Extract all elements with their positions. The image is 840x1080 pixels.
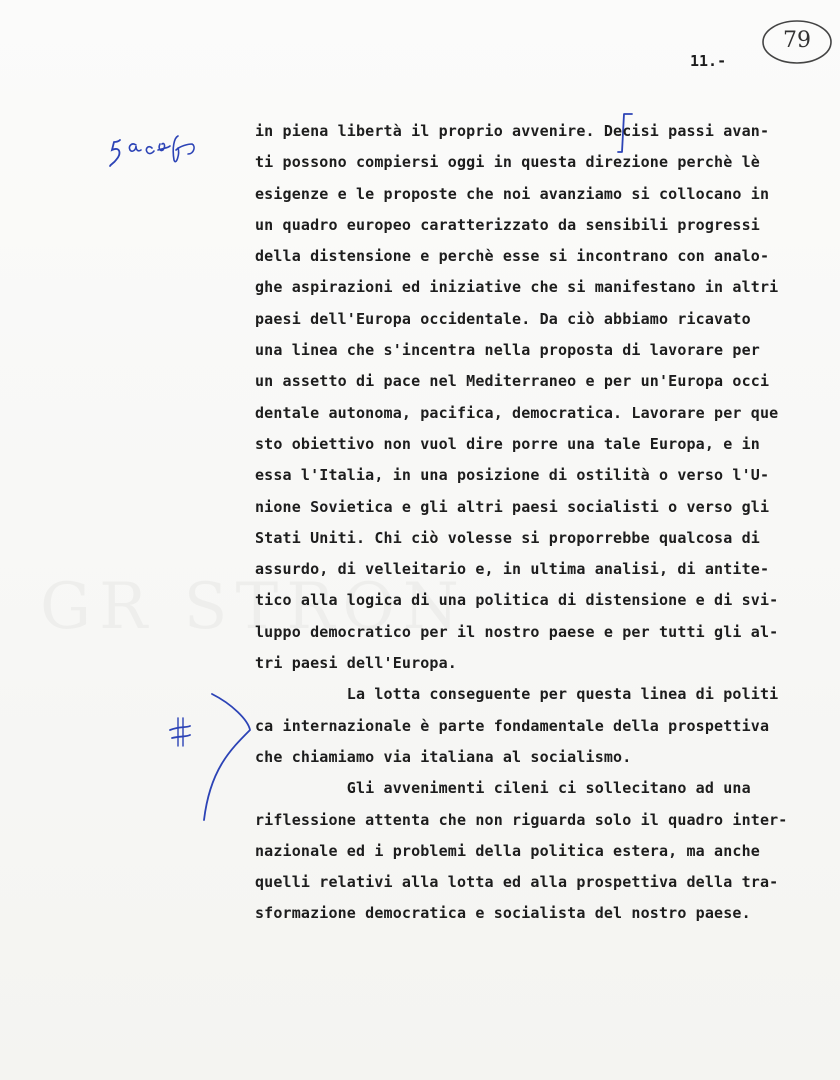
text-line: dentale autonoma, pacifica, democratica. Lavorare per que (255, 403, 779, 422)
text-line: ti possono compiersi oggi in questa direzione perchè lè (255, 153, 760, 172)
body-text (255, 116, 835, 930)
text-line: tico alla logica di una politica di distensione e di svi- (255, 591, 779, 610)
text-line: tri paesi dell'Europa. (255, 654, 457, 673)
text-line: nione Sovietica e gli altri paesi socialisti o verso gli (255, 497, 770, 516)
text-line: luppo democratico per il nostro paese e per tutti gli al- (255, 622, 779, 641)
text-line: Gli avvenimenti cileni ci sollecitano ad una (255, 779, 751, 798)
text-line: che chiamiamo via italiana al socialismo. (255, 747, 632, 766)
text-line: esigenze e le proposte che noi avanziamo si collocano in (255, 184, 770, 203)
text-line: un quadro europeo caratterizzato da sensibili progressi (255, 215, 760, 234)
folio-number: 79 (783, 28, 811, 53)
text-line: riflessione attenta che non riguarda solo il quadro inter- (255, 810, 788, 829)
margin-bracket-icon (160, 690, 260, 830)
text-line: assurdo, di velleitario e, in ultima analisi, di antite- (255, 560, 770, 579)
text-line: essa l'Italia, in una posizione di ostilità o verso l'U- (255, 466, 770, 485)
text-line: ca internazionale è parte fondamentale della prospettiva (255, 716, 770, 735)
text-line: Stati Uniti. Chi ciò volesse si proporrebbe qualcosa di (255, 528, 760, 547)
text-line: paesi dell'Europa occidentale. Da ciò abbiamo ricavato (255, 309, 751, 328)
text-line: sformazione democratica e socialista del nostro paese. (255, 904, 751, 923)
text-line: ghe aspirazioni ed iniziative che si manifestano in altri (255, 278, 779, 297)
text-line: un assetto di pace nel Mediterraneo e per un'Europa occi (255, 372, 770, 391)
text-line: sto obiettivo non vuol dire porre una tale Europa, e in (255, 434, 760, 453)
text-line: nazionale ed i problemi della politica estera, ma anche (255, 841, 760, 860)
page-number: 11.- (690, 52, 727, 70)
text-line: in piena libertà il proprio avvenire. Decisi passi avan- (255, 122, 770, 140)
folio-stamp (760, 18, 834, 68)
text-line: una linea che s'incentra nella proposta di lavorare per (255, 341, 760, 360)
text-line: quelli relativi alla lotta ed alla prospettiva della tra- (255, 873, 779, 892)
text-line: La lotta conseguente per questa linea di politi (255, 685, 779, 704)
margin-note-a-capo (108, 130, 238, 180)
text-line: della distensione e perchè esse si incontrano con analo- (255, 247, 770, 266)
